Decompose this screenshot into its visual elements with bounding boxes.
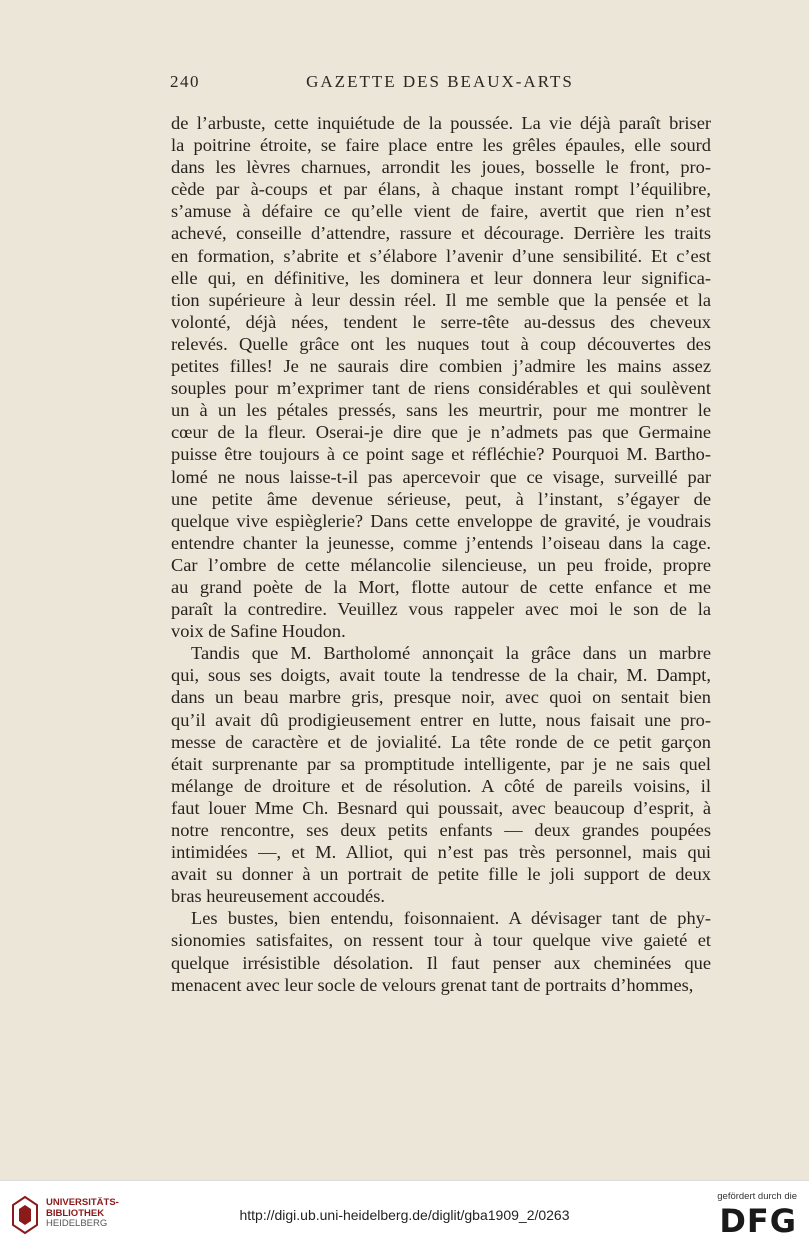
text-line: bras heureusement accoudés.	[171, 886, 385, 907]
text-line: notre rencontre, ses deux petits enfants — deux grandes poupées	[171, 820, 711, 840]
text-line: une petite âme devenue sérieuse, peut, à l’instant, s’égayer de	[171, 488, 711, 509]
page-number: 240	[170, 72, 200, 91]
funding-label: gefördert durch die	[717, 1191, 797, 1202]
text-line: en formation, s’abrite et s’élabore l’avenir d’une sensibilité. Et c’est	[171, 245, 711, 266]
text-line: menacent avec leur socle de velours grenat tant de portraits d’hommes,	[171, 974, 694, 995]
text-line: dans les lèvres charnues, arrondit les joues, bosselle le front, pro-	[171, 157, 711, 178]
text-line: s’amuse à défaire ce qu’elle vient de faire, avertit que rien n’est	[171, 201, 711, 222]
dfg-logo: DFG	[719, 1202, 797, 1240]
viewer-footer	[0, 1180, 809, 1243]
text-line: voix de Safine Houdon.	[171, 621, 346, 642]
text-line: petites filles! Je ne saurais dire combien j’admire les mains assez	[171, 356, 711, 377]
running-head	[170, 72, 710, 96]
text-line: avait su donner à un portrait de petite fille le joli support de deux	[171, 864, 711, 885]
journal-title: GAZETTE DES BEAUX-ARTS	[306, 72, 574, 91]
text-line: mélange de droiture et de résolution. A côté de pareils voisins, il	[171, 775, 711, 796]
text-line: achevé, conseille d’attendre, rassure et décourage. Derrière les traits	[171, 223, 711, 244]
text-line: faut louer Mme Ch. Besnard qui poussait, avec beaucoup d’esprit, à	[171, 797, 711, 818]
text-line: un à un les pétales pressés, sans les meurtrir, pour me montrer le	[171, 400, 711, 421]
text-line: Tandis que M. Bartholomé annonçait la grâce dans un marbre	[191, 643, 711, 664]
text-line: souples pour m’exprimer tant de riens considérables et qui soulèvent	[171, 378, 711, 399]
text-line: sionomies satisfaites, on ressent tour à tour quelque vive gaieté et	[171, 930, 711, 951]
text-line: cède par à-coups et par élans, à chaque instant rompt l’équilibre,	[171, 179, 711, 200]
text-line: au grand poète de la Mort, flotte autour de cette enfance et me	[171, 576, 711, 597]
text-line: quelque irrésistible désolation. Il faut penser aux cheminées que	[171, 952, 711, 973]
text-line: était surprenante par sa promptitude intelligente, par je ne sais quel	[171, 753, 711, 774]
text-line: relevés. Quelle grâce ont les nuques tout à coup découvertes des	[171, 333, 711, 354]
text-line: cœur de la fleur. Oserai-je dire que je n’admets pas que Germaine	[171, 422, 711, 443]
text-line: messe de caractère et de jovialité. La tête ronde de ce petit garçon	[171, 731, 711, 752]
body-text	[171, 112, 711, 996]
text-line: Car l’ombre de cette mélancolie silencieuse, un peu froide, propre	[171, 554, 711, 575]
text-line: Les bustes, bien entendu, foisonnaient. A dévisager tant de phy-	[191, 908, 711, 929]
text-line: qu’il avait dû prodigieusement entrer en lutte, nous faisait une pro-	[171, 709, 711, 730]
permalink[interactable]: http://digi.ub.uni-heidelberg.de/diglit/gba1909_2/0263	[239, 1207, 570, 1223]
text-line: intimidées —, et M. Alliot, qui n’est pas très personnel, mais qui	[171, 842, 711, 863]
text-line: la poitrine étroite, se faire place entre les grêles épaules, elle sourd	[171, 135, 711, 156]
text-line: lomé ne nous laisse-t-il pas apercevoir que ce visage, surveillé par	[171, 466, 711, 487]
text-line: elle qui, en définitive, les dominera et leur donnera leur significa-	[171, 267, 711, 288]
text-line: puisse être toujours à ce point sage et réfléchie? Pourquoi M. Bartho-	[171, 444, 711, 465]
text-line: paraît la contredire. Veuillez vous rappeler avec moi le son de la	[171, 599, 711, 620]
text-line: entendre chanter la jeunesse, comme j’entends l’oiseau dans la cage.	[171, 532, 711, 553]
institution-name: UNIVERSITÄTS- BIBLIOTHEK HEIDELBERG	[46, 1197, 119, 1229]
text-line: volonté, déjà nées, tendent le serre-tête au-dessus des cheveux	[171, 311, 711, 332]
text-line: tion supérieure à leur dessin réel. Il me semble que la pensée et la	[171, 289, 711, 310]
text-line: quelque vive espièglerie? Dans cette enveloppe de gravité, je voudrais	[171, 510, 711, 531]
text-line: dans un beau marbre gris, presque noir, avec quoi on sentait bien	[171, 687, 711, 708]
text-line: qui, sous ses doigts, avait toute la tendresse de la chair, M. Dampt,	[171, 665, 711, 686]
text-line: de l’arbuste, cette inquiétude de la poussée. La vie déjà paraît briser	[171, 113, 711, 133]
